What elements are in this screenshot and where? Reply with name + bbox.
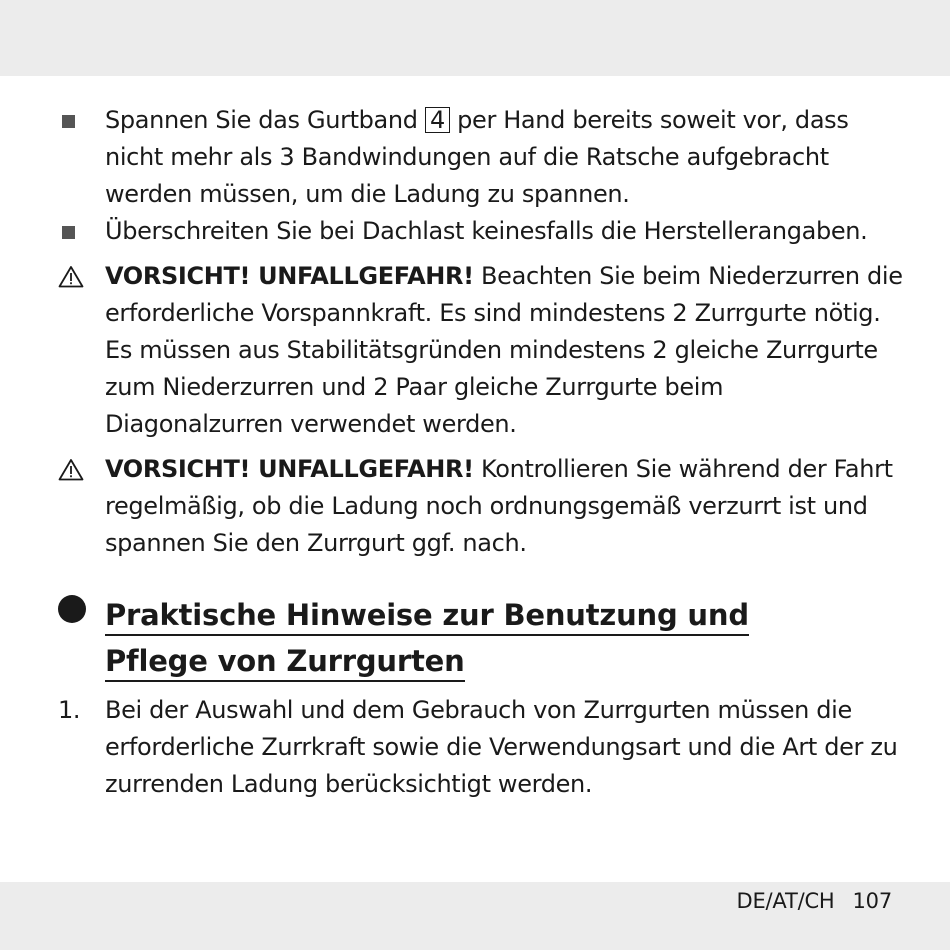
- bullet-text-start: Spannen Sie das Gurtband: [105, 106, 425, 134]
- page-number: 107: [852, 889, 892, 913]
- warning-item: [58, 258, 908, 443]
- numbered-item-text: Bei der Auswahl und dem Gebrauch von Zurrgurten müssen die erforderliche Zurrkraft sowie die Verwendungsart und die Art der zu zurrenden Ladung berücksichtigt werden.: [105, 696, 898, 798]
- page-footer: [737, 886, 893, 916]
- section-heading: [58, 592, 908, 684]
- warning-item: [58, 451, 908, 562]
- section-dot-icon: [58, 595, 86, 623]
- page-content: [58, 102, 908, 803]
- numbered-item: [58, 692, 908, 803]
- warning-text: Kontrollieren Sie während der Fahrt regelmäßig, ob die Ladung noch ordnungsgemäß verzurrt ist und spannen Sie den Zurrgurt ggf. nach.: [105, 455, 893, 557]
- square-bullet-icon: [58, 213, 98, 250]
- item-number: 1.: [58, 696, 81, 724]
- bullet-text: Überschreiten Sie bei Dachlast keinesfalls die Herstellerangaben.: [105, 217, 868, 245]
- bullet-item: [58, 213, 908, 250]
- part-reference-number: 4: [425, 107, 450, 133]
- heading-line-2: Pflege von Zurrgurten: [105, 643, 465, 682]
- warning-label: VORSICHT! UNFALLGEFAHR!: [105, 262, 474, 290]
- footer-region: DE/AT/CH: [736, 889, 835, 913]
- warning-triangle-icon: [58, 451, 98, 481]
- bullet-text-end: per Hand bereits soweit vor, dass nicht mehr als 3 Bandwindungen auf die Ratsche aufgebracht werden müssen, um die Ladung zu spannen.: [105, 106, 849, 208]
- warning-triangle-icon: [58, 258, 98, 288]
- warning-label: VORSICHT! UNFALLGEFAHR!: [105, 455, 474, 483]
- bullet-item: [58, 102, 908, 213]
- header-band: [0, 0, 950, 76]
- heading-line-1: Praktische Hinweise zur Benutzung und: [105, 597, 749, 636]
- warning-text: Beachten Sie beim Niederzurren die erforderliche Vorspannkraft. Es sind mindestens 2 Zurrgurte nötig. Es müssen aus Stabilitätsgründen mindestens 2 gleiche Zurrgurte zum Niederzurren und 2 Paar gleiche Zurrgurte beim Diagonalzurren verwendet werden.: [105, 262, 903, 438]
- square-bullet-icon: [58, 102, 98, 139]
